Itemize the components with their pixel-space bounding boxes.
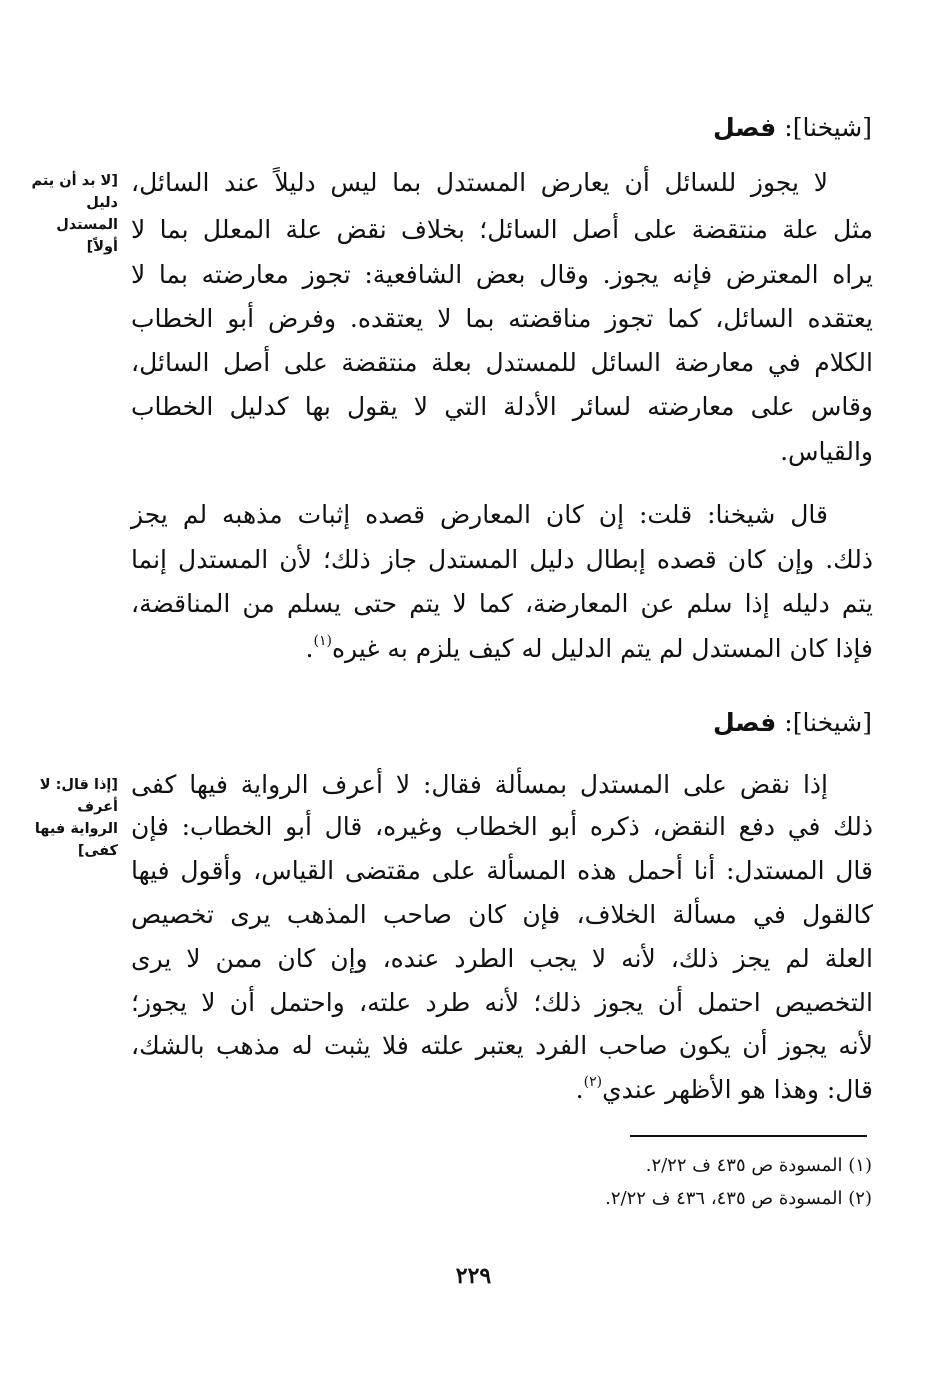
margin-note-line: دليل: [86, 195, 118, 211]
margin-note-1: [6, 170, 118, 258]
body-line: يتم دليله إذا سلم عن المعارضة، كما لا يتم حتى يسلم من المناقضة،: [131, 589, 873, 618]
body-line: إذا نقض على المستدل بمسألة فقال: لا أعرف الرواية فيها كفى: [131, 770, 828, 799]
body-line: يراه المعترض فإنه يجوز. وقال بعض الشافعية: تجوز معارضته بما لا: [131, 260, 873, 289]
body-line: الكلام في معارضة السائل للمستدل بعلة منتقضة على أصل السائل،: [131, 348, 873, 377]
heading-prefix: [شيخنا]:: [784, 708, 872, 737]
section-heading-2: [713, 707, 872, 739]
body-text: قال: وهذا هو الأظهر عندي: [602, 1075, 873, 1104]
heading-prefix: [شيخنا]:: [784, 113, 872, 142]
margin-note-line: المستدل: [56, 217, 118, 233]
heading-word: فصل: [712, 113, 777, 142]
margin-note-line: كفى]: [77, 843, 118, 859]
margin-note-line: [لا بد أن يتم: [31, 173, 118, 189]
footnote-ref: (٢): [583, 1074, 603, 1090]
body-line: ذلك. وإن كان قصده إبطال دليل المستدل جاز ذلك؛ لأن المستدل إنما: [131, 545, 873, 574]
body-line: العلة لم يجز ذلك، لأنه لا يجب الطرد عنده، وإن كان ممن لا يرى: [131, 944, 873, 973]
body-line: كالقول في مسألة الخلاف، فإن كان صاحب المذهب يرى تخصيص: [131, 900, 873, 929]
margin-note-line: أعرف: [77, 799, 118, 815]
footnote-divider: [630, 1135, 867, 1137]
margin-note-line: [إذا قال: لا: [39, 777, 118, 793]
body-line: وقاس على معارضته لسائر الأدلة التي لا يقول بها كدليل الخطاب: [131, 392, 873, 421]
body-line: لا يجوز للسائل أن يعارض المستدل بما ليس دليلاً عند السائل،: [131, 168, 828, 197]
body-text: فإذا كان المستدل لم يتم الدليل له كيف يلزم به غيره: [331, 634, 873, 663]
body-line: ذلك في دفع النقض، ذكره أبو الخطاب وغيره، قال أبو الخطاب: فإن: [131, 812, 873, 841]
body-line: مثل علة منتقضة على أصل السائل؛ بخلاف نقض علة المعلل بما لا: [131, 215, 873, 244]
body-text: .: [575, 1075, 584, 1104]
footnote: (١) المسودة ص ٤٣٥ ف ٢/٢٢.: [645, 1155, 872, 1176]
body-line: [131, 627, 873, 671]
margin-note-line: أولاً]: [86, 239, 118, 255]
page-number: ٢٢٩: [455, 1263, 492, 1289]
body-line: قال المستدل: أنا أحمل هذه المسألة على مقتضى القياس، وأقول فيها: [131, 856, 873, 885]
body-line: والقياس.: [780, 437, 873, 466]
margin-note-2: [6, 774, 118, 862]
section-heading-1: [713, 112, 872, 144]
body-text: .: [305, 634, 314, 663]
body-line: التخصيص احتمل أن يجوز ذلك؛ لأنه طرد علته، واحتمل أن لا يجوز؛: [131, 988, 873, 1017]
heading-word: فصل: [712, 708, 777, 737]
body-line: لأنه يجوز أن يكون صاحب الفرد يعتبر علته فلا يثبت له مذهب بالشك،: [131, 1031, 873, 1060]
body-line: قال شيخنا: قلت: إن كان المعارض قصده إثبات مذهبه لم يجز: [131, 500, 828, 529]
body-line: [131, 1068, 873, 1112]
footnote-ref: (١): [313, 633, 332, 649]
footnote: (٢) المسودة ص ٤٣٥، ٤٣٦ ف ٢/٢٢.: [605, 1188, 872, 1209]
body-line: يعتقده السائل، كما تجوز مناقضته بما لا يعتقده. وفرض أبو الخطاب: [131, 304, 873, 333]
margin-note-line: الرواية فيها: [34, 821, 118, 837]
